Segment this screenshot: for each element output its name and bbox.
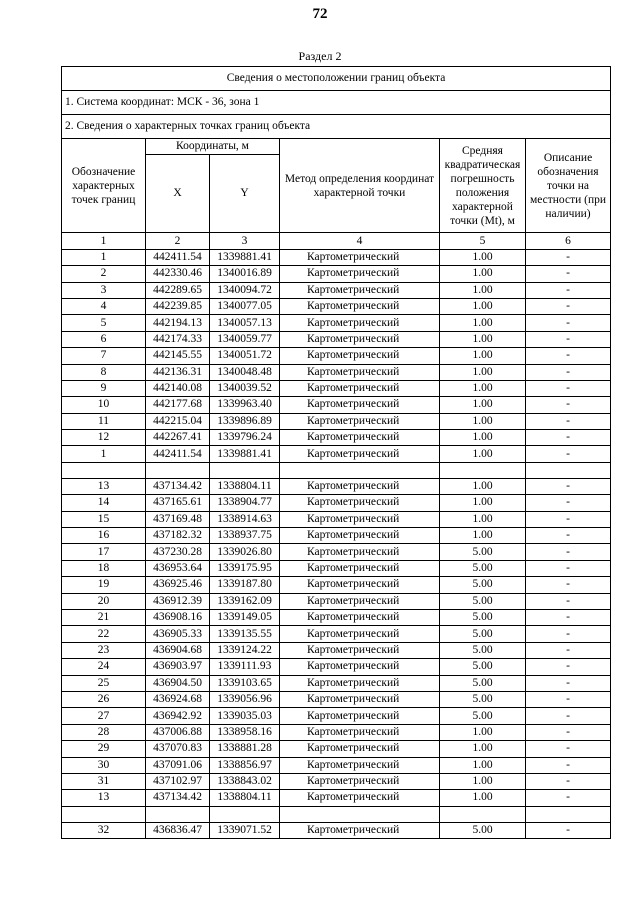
- coord-x: 437134.42: [146, 478, 210, 494]
- method: Картометрический: [280, 659, 440, 675]
- table-row: [62, 266, 611, 282]
- coord-x: 442267.41: [146, 430, 210, 446]
- table-row: [62, 348, 611, 364]
- coord-x: 442145.55: [146, 348, 210, 364]
- point-number: 3: [62, 282, 146, 298]
- coord-y: 1338881.28: [210, 741, 280, 757]
- coord-y: 1340077.05: [210, 298, 280, 314]
- table-row: [62, 331, 611, 347]
- description: -: [526, 430, 611, 446]
- description: -: [526, 446, 611, 462]
- description: -: [526, 495, 611, 511]
- point-number: 17: [62, 544, 146, 560]
- point-number: 18: [62, 560, 146, 576]
- table-row: [62, 757, 611, 773]
- points-title-row: 2. Сведения о характерных точках границ объекта: [62, 115, 611, 139]
- point-number: 21: [62, 609, 146, 625]
- error: 5.00: [440, 708, 526, 724]
- coord-x: 442194.13: [146, 315, 210, 331]
- error: 5.00: [440, 626, 526, 642]
- table-row: [62, 315, 611, 331]
- coord-y: 1339056.96: [210, 691, 280, 707]
- table-row: [62, 413, 611, 429]
- coord-y: 1339796.24: [210, 430, 280, 446]
- point-number: 27: [62, 708, 146, 724]
- spacer-row: [62, 806, 611, 822]
- point-number: 8: [62, 364, 146, 380]
- table-row: [62, 675, 611, 691]
- point-number: 13: [62, 478, 146, 494]
- method: Картометрический: [280, 315, 440, 331]
- method: Картометрический: [280, 822, 440, 838]
- coord-x: 442140.08: [146, 380, 210, 396]
- method: [280, 806, 440, 822]
- description: -: [526, 708, 611, 724]
- description: -: [526, 511, 611, 527]
- method: Картометрический: [280, 397, 440, 413]
- coord-x: 436912.39: [146, 593, 210, 609]
- coord-y: 1338914.63: [210, 511, 280, 527]
- error: 5.00: [440, 822, 526, 838]
- table-row: [62, 544, 611, 560]
- method: Картометрический: [280, 593, 440, 609]
- method: Картометрический: [280, 757, 440, 773]
- coord-x: 442289.65: [146, 282, 210, 298]
- header-method: Метод определения координат характерной точки: [280, 139, 440, 233]
- description: -: [526, 544, 611, 560]
- error: 1.00: [440, 315, 526, 331]
- coord-y: 1339103.65: [210, 675, 280, 691]
- point-number: 23: [62, 642, 146, 658]
- description: -: [526, 659, 611, 675]
- error: 5.00: [440, 609, 526, 625]
- description: -: [526, 331, 611, 347]
- error: 1.00: [440, 282, 526, 298]
- point-number: 5: [62, 315, 146, 331]
- coord-y: 1340057.13: [210, 315, 280, 331]
- coord-x: 437230.28: [146, 544, 210, 560]
- coord-y: 1340059.77: [210, 331, 280, 347]
- coord-x: 437134.42: [146, 790, 210, 806]
- point-number: 2: [62, 266, 146, 282]
- column-number: 3: [210, 233, 280, 249]
- spacer-row: [62, 462, 611, 478]
- coord-x: 442239.85: [146, 298, 210, 314]
- point-number: 20: [62, 593, 146, 609]
- description: -: [526, 478, 611, 494]
- point-number: 13: [62, 790, 146, 806]
- coord-x: 442136.31: [146, 364, 210, 380]
- table-row: [62, 249, 611, 265]
- coord-x: 437165.61: [146, 495, 210, 511]
- description: [526, 806, 611, 822]
- description: -: [526, 380, 611, 396]
- table-row: [62, 626, 611, 642]
- point-number: 16: [62, 528, 146, 544]
- coord-x: 437102.97: [146, 773, 210, 789]
- coord-y: 1339896.89: [210, 413, 280, 429]
- coord-x: 436903.97: [146, 659, 210, 675]
- point-number: 10: [62, 397, 146, 413]
- description: -: [526, 528, 611, 544]
- method: Картометрический: [280, 528, 440, 544]
- coord-x: 442215.04: [146, 413, 210, 429]
- method: Картометрический: [280, 282, 440, 298]
- coord-x: 436924.68: [146, 691, 210, 707]
- error: 5.00: [440, 560, 526, 576]
- table-row: [62, 691, 611, 707]
- error: 1.00: [440, 298, 526, 314]
- column-number: 6: [526, 233, 611, 249]
- column-number: 1: [62, 233, 146, 249]
- method: Картометрический: [280, 724, 440, 740]
- column-number: 2: [146, 233, 210, 249]
- error: 1.00: [440, 446, 526, 462]
- error: 1.00: [440, 397, 526, 413]
- description: -: [526, 609, 611, 625]
- error: 1.00: [440, 724, 526, 740]
- coord-y: 1338804.11: [210, 790, 280, 806]
- error: 1.00: [440, 790, 526, 806]
- coord-y: 1340016.89: [210, 266, 280, 282]
- coord-x: 436904.68: [146, 642, 210, 658]
- description: -: [526, 282, 611, 298]
- coord-y: 1340039.52: [210, 380, 280, 396]
- point-number: 15: [62, 511, 146, 527]
- description: -: [526, 413, 611, 429]
- error: 5.00: [440, 593, 526, 609]
- coord-y: 1339175.95: [210, 560, 280, 576]
- error: 1.00: [440, 266, 526, 282]
- description: -: [526, 266, 611, 282]
- coord-y: 1338958.16: [210, 724, 280, 740]
- point-number: 7: [62, 348, 146, 364]
- coord-x: 437091.06: [146, 757, 210, 773]
- coord-x: [146, 806, 210, 822]
- coord-y: 1339963.40: [210, 397, 280, 413]
- page-number: 72: [312, 6, 328, 22]
- coord-x: 437006.88: [146, 724, 210, 740]
- coord-x: 442174.33: [146, 331, 210, 347]
- method: Картометрический: [280, 331, 440, 347]
- description: -: [526, 773, 611, 789]
- table-row: [62, 609, 611, 625]
- error: 1.00: [440, 364, 526, 380]
- coord-x: 436836.47: [146, 822, 210, 838]
- method: Картометрический: [280, 298, 440, 314]
- description: -: [526, 691, 611, 707]
- header-designation: Обозначение характерных точек границ: [62, 139, 146, 233]
- method: Картометрический: [280, 249, 440, 265]
- table-row: [62, 528, 611, 544]
- error: 5.00: [440, 691, 526, 707]
- description: -: [526, 249, 611, 265]
- boundary-points-table: [61, 66, 611, 839]
- description: -: [526, 397, 611, 413]
- point-number: 30: [62, 757, 146, 773]
- description: -: [526, 298, 611, 314]
- table-row: [62, 298, 611, 314]
- description: -: [526, 757, 611, 773]
- coord-y: 1339035.03: [210, 708, 280, 724]
- description: [526, 462, 611, 478]
- description: -: [526, 675, 611, 691]
- description: -: [526, 741, 611, 757]
- method: Картометрический: [280, 560, 440, 576]
- error: 1.00: [440, 380, 526, 396]
- coord-x: 436908.16: [146, 609, 210, 625]
- coord-y: 1339881.41: [210, 249, 280, 265]
- description: -: [526, 724, 611, 740]
- description: -: [526, 560, 611, 576]
- table-row: [62, 741, 611, 757]
- method: Картометрический: [280, 642, 440, 658]
- table-row: [62, 790, 611, 806]
- method: Картометрический: [280, 708, 440, 724]
- error: 1.00: [440, 773, 526, 789]
- point-number: 12: [62, 430, 146, 446]
- method: Картометрический: [280, 380, 440, 396]
- method: Картометрический: [280, 511, 440, 527]
- coord-y: 1339881.41: [210, 446, 280, 462]
- error: 1.00: [440, 331, 526, 347]
- coord-y: [210, 462, 280, 478]
- point-number: 4: [62, 298, 146, 314]
- point-number: [62, 806, 146, 822]
- method: Картометрический: [280, 446, 440, 462]
- coord-x: 442411.54: [146, 249, 210, 265]
- error: 1.00: [440, 249, 526, 265]
- method: Картометрический: [280, 413, 440, 429]
- description: -: [526, 364, 611, 380]
- description: -: [526, 626, 611, 642]
- method: Картометрический: [280, 741, 440, 757]
- header-error: Средняя квадратическая погрешность положения характерной точки (Mt), м: [440, 139, 526, 233]
- table-row: [62, 511, 611, 527]
- method: [280, 462, 440, 478]
- method: Картометрический: [280, 364, 440, 380]
- coord-x: 437182.32: [146, 528, 210, 544]
- point-number: 1: [62, 446, 146, 462]
- coord-y: 1338843.02: [210, 773, 280, 789]
- table-row: [62, 282, 611, 298]
- description: -: [526, 348, 611, 364]
- coord-y: 1338904.77: [210, 495, 280, 511]
- coord-y: 1340094.72: [210, 282, 280, 298]
- point-number: 11: [62, 413, 146, 429]
- point-number: 19: [62, 577, 146, 593]
- point-number: [62, 462, 146, 478]
- table-row: [62, 577, 611, 593]
- error: 1.00: [440, 430, 526, 446]
- point-number: 28: [62, 724, 146, 740]
- coord-y: [210, 806, 280, 822]
- coord-x: 437070.83: [146, 741, 210, 757]
- column-number: 4: [280, 233, 440, 249]
- error: 5.00: [440, 675, 526, 691]
- table-row: [62, 430, 611, 446]
- header-y: Y: [210, 155, 280, 233]
- point-number: 25: [62, 675, 146, 691]
- error: 1.00: [440, 528, 526, 544]
- point-number: 32: [62, 822, 146, 838]
- table-row: [62, 478, 611, 494]
- point-number: 1: [62, 249, 146, 265]
- table-row: [62, 773, 611, 789]
- table-row: [62, 364, 611, 380]
- description: -: [526, 790, 611, 806]
- method: Картометрический: [280, 675, 440, 691]
- coord-x: 436925.46: [146, 577, 210, 593]
- method: Картометрический: [280, 266, 440, 282]
- coord-x: [146, 462, 210, 478]
- error: [440, 462, 526, 478]
- method: Картометрический: [280, 790, 440, 806]
- column-numbers-row: [62, 233, 611, 249]
- method: Картометрический: [280, 691, 440, 707]
- coord-y: 1339124.22: [210, 642, 280, 658]
- coord-y: 1339135.55: [210, 626, 280, 642]
- coord-y: 1339149.05: [210, 609, 280, 625]
- table-row: [62, 560, 611, 576]
- point-number: 26: [62, 691, 146, 707]
- coord-x: 442177.68: [146, 397, 210, 413]
- method: Картометрический: [280, 478, 440, 494]
- table-row: [62, 724, 611, 740]
- method: Картометрический: [280, 773, 440, 789]
- coord-y: 1338856.97: [210, 757, 280, 773]
- table-row: [62, 708, 611, 724]
- method: Картометрический: [280, 495, 440, 511]
- error: 5.00: [440, 544, 526, 560]
- method: Картометрический: [280, 626, 440, 642]
- point-number: 9: [62, 380, 146, 396]
- method: Картометрический: [280, 609, 440, 625]
- coord-x: 442411.54: [146, 446, 210, 462]
- table-row: [62, 593, 611, 609]
- method: Картометрический: [280, 348, 440, 364]
- description: -: [526, 593, 611, 609]
- coord-x: 442330.46: [146, 266, 210, 282]
- table-row: [62, 397, 611, 413]
- error: 1.00: [440, 413, 526, 429]
- description: -: [526, 315, 611, 331]
- coord-y: 1340051.72: [210, 348, 280, 364]
- error: 1.00: [440, 511, 526, 527]
- coord-y: 1339162.09: [210, 593, 280, 609]
- coord-y: 1339187.80: [210, 577, 280, 593]
- method: Картометрический: [280, 577, 440, 593]
- error: 1.00: [440, 478, 526, 494]
- error: 1.00: [440, 757, 526, 773]
- point-number: 24: [62, 659, 146, 675]
- table-row: [62, 446, 611, 462]
- coord-system-row: 1. Система координат: МСК - 36, зона 1: [62, 91, 611, 115]
- coord-y: 1339026.80: [210, 544, 280, 560]
- table-row: [62, 495, 611, 511]
- coord-x: 436904.50: [146, 675, 210, 691]
- coord-y: 1340048.48: [210, 364, 280, 380]
- error: 5.00: [440, 659, 526, 675]
- method: Картометрический: [280, 544, 440, 560]
- method: Картометрический: [280, 430, 440, 446]
- table-row: [62, 380, 611, 396]
- point-number: 22: [62, 626, 146, 642]
- table-row: [62, 659, 611, 675]
- coord-y: 1339111.93: [210, 659, 280, 675]
- point-number: 31: [62, 773, 146, 789]
- error: 5.00: [440, 577, 526, 593]
- coord-x: 436942.92: [146, 708, 210, 724]
- section-title: Раздел 2: [298, 49, 342, 63]
- description: -: [526, 822, 611, 838]
- coord-y: 1338937.75: [210, 528, 280, 544]
- coord-y: 1339071.52: [210, 822, 280, 838]
- column-number: 5: [440, 233, 526, 249]
- point-number: 29: [62, 741, 146, 757]
- description: -: [526, 577, 611, 593]
- header-description: Описание обозначения точки на местности (при наличии): [526, 139, 611, 233]
- table-row: [62, 822, 611, 838]
- error: 1.00: [440, 495, 526, 511]
- error: [440, 806, 526, 822]
- error: 5.00: [440, 642, 526, 658]
- coord-x: 436953.64: [146, 560, 210, 576]
- header-coordinates: Координаты, м: [146, 139, 280, 155]
- coord-x: 436905.33: [146, 626, 210, 642]
- error: 1.00: [440, 741, 526, 757]
- coord-x: 437169.48: [146, 511, 210, 527]
- coord-y: 1338804.11: [210, 478, 280, 494]
- point-number: 6: [62, 331, 146, 347]
- error: 1.00: [440, 348, 526, 364]
- description: -: [526, 642, 611, 658]
- table-row: [62, 642, 611, 658]
- header-x: X: [146, 155, 210, 233]
- point-number: 14: [62, 495, 146, 511]
- table-title: Сведения о местоположении границ объекта: [62, 67, 611, 91]
